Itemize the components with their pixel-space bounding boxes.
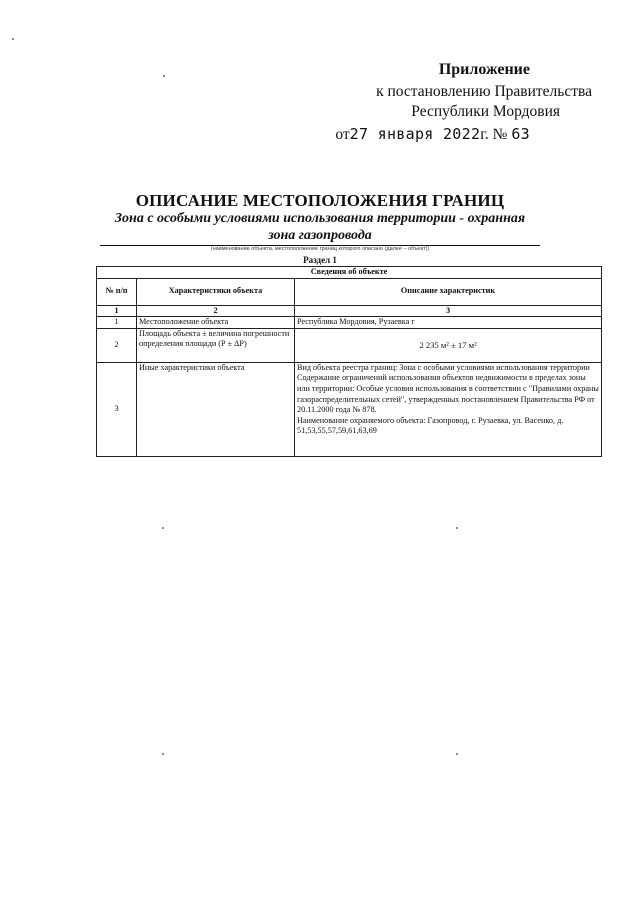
header-num: № п/п [97,278,137,305]
scan-speck [163,75,165,77]
row-num: 2 [97,328,137,362]
description-protected-object: Наименование охраняемого объекта: Газопровод, г. Рузаевка, ул. Васенко, д. 51,53,55,57,59,61,63,69 [297,415,564,436]
date-prefix: от [335,126,350,143]
table-header-row [97,278,602,305]
row-description: 2 235 м² ± 17 м² [295,328,602,362]
appendix-line-1: к постановлению Правительства [376,83,592,100]
scan-speck [162,527,164,529]
table-row [97,362,602,456]
col-number-3: 3 [295,305,602,317]
row-characteristic: Площадь объекта ± величина погрешности определения площади (Р ± ΔР) [137,328,295,362]
description-restrictions: Содержание ограничений использования объектов недвижимости в пределах зоны или территории: Особые условия использования в соответствии с "Правилами охраны газораспределительных сетей", утвержденных постановлением Правительства РФ от 20.11.2000 года № 878. [297,373,599,415]
document-title: ОПИСАНИЕ МЕСТОПОЛОЖЕНИЯ ГРАНИЦ [135,191,505,210]
row-characteristic: Местоположение объекта [137,317,295,329]
object-info-table [96,266,602,457]
section-label: Раздел 1 [303,255,337,265]
row-num: 1 [97,317,137,329]
col-number-1: 1 [97,305,137,317]
appendix-line-2: Республики Мордовия [411,103,560,120]
row-num: 3 [97,362,137,456]
row-description: Республика Мордовия, Рузаевка г [295,317,602,329]
scan-speck [456,753,458,755]
appendix-block [292,58,592,147]
column-number-row [97,305,602,317]
decree-number: 63 [511,125,530,143]
table-caption-row [97,267,602,279]
document-subtitle: Зона с особыми условиями использования территории - охранная зона газопровода [114,211,526,243]
table-caption: Сведения об объекте [97,267,602,279]
header-characteristic: Характеристики объекта [137,278,295,305]
scan-speck [456,527,458,529]
appendix-date-line [292,122,530,147]
row-description [295,362,602,456]
scan-speck [162,753,164,755]
table-row [97,317,602,329]
header-description: Описание характеристик [295,278,602,305]
col-number-2: 2 [137,305,295,317]
appendix-title: Приложение [438,61,530,78]
date-suffix: г. № [480,126,508,143]
description-object-type: Вид объекта реестра границ: Зона с особыми условиями использования территории [297,362,590,372]
table-row [97,328,602,362]
subtitle-note: (наименование объекта, местоположение границ которого описано (далее – объект)) [210,246,430,252]
scan-speck [12,38,14,40]
date-value: 27 января 2022 [349,125,481,143]
row-characteristic: Иные характеристики объекта [137,362,295,456]
